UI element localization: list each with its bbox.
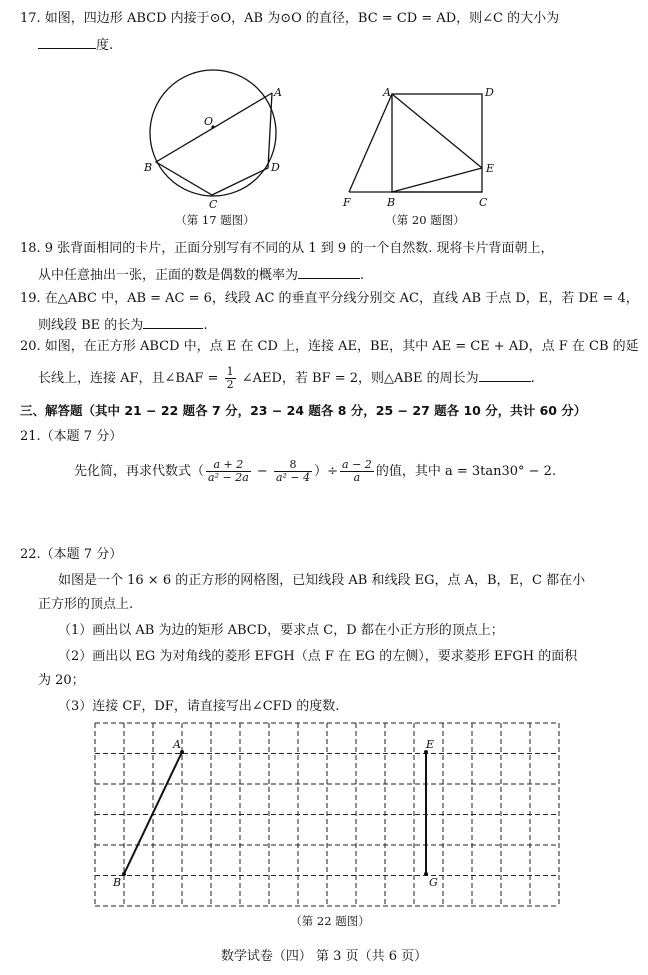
- q18-answer-blank[interactable]: [298, 264, 360, 279]
- label-o: O: [204, 115, 214, 128]
- figure-17: [140, 65, 300, 215]
- q19-text: 则线段 BE 的长为: [38, 318, 144, 333]
- label-b: B: [387, 196, 396, 209]
- figure-20: [335, 82, 515, 210]
- q19-line2: [38, 314, 207, 335]
- q18-text: 从中任意抽出一张，正面的数是偶数的概率为: [38, 268, 299, 283]
- fig20-caption: （第 20 题图）: [385, 213, 465, 227]
- q20-answer-blank[interactable]: [479, 367, 531, 382]
- q20-text-a: 长线上，连接 AF，且∠BAF =: [38, 371, 219, 386]
- fraction-one-half: $\frac{1}{2}$: [226, 365, 234, 391]
- q22-s3: （3）连接 CF，DF，请直接写出∠CFD 的度数.: [58, 699, 340, 714]
- point-b: [122, 872, 126, 876]
- q21-expression: 先化简，再求代数式（ $\frac{a + 2}{\text{a² − 2a}}$ − $\frac{8}{\text{a² − 4}}$ ）÷ $\frac{a - 2}{a}$ 的值，其中 a = 3tan30° − 2.: [74, 458, 557, 484]
- q20-line1: 20. 如图，在正方形 ABCD 中，点 E 在 CD 上，连接 AE，BE，其中 AE = CE + AD，点 F 在 CB 的延: [20, 339, 639, 354]
- q17-line1: 17. 如图，四边形 ABCD 内接于⊙O，AB 为⊙O 的直径，BC = CD = AD，则∠C 的大小为: [20, 11, 560, 26]
- label-d: D: [271, 161, 280, 174]
- label-f: F: [343, 196, 351, 209]
- label-a: A: [173, 738, 181, 751]
- q19-end: .: [203, 318, 208, 333]
- q22-head: 22.（本题 7 分）: [20, 547, 123, 562]
- q22-p2: 正方形的顶点上.: [38, 597, 134, 612]
- label-e: E: [486, 162, 495, 175]
- q22-s2b: 为 20；: [38, 673, 85, 688]
- page-footer: 数学试卷（四） 第 3 页（共 6 页）: [220, 949, 428, 964]
- label-c: C: [209, 198, 218, 211]
- q17-line2: [38, 34, 113, 55]
- label-c: C: [479, 196, 488, 209]
- label-a: A: [383, 86, 391, 99]
- label-g: G: [429, 876, 438, 889]
- q17-answer-blank[interactable]: [38, 34, 96, 49]
- q17-suffix: 度.: [96, 38, 114, 53]
- label-b: B: [113, 876, 122, 889]
- line-ae: [392, 94, 482, 168]
- circle-o: [150, 70, 276, 196]
- fig22-caption: （第 22 题图）: [290, 914, 370, 928]
- fig17-caption: （第 17 题图）: [175, 213, 255, 227]
- q18-line1: 18. 9 张背面相同的卡片，正面分别写有不同的从 1 到 9 的一个自然数. 现将卡片背面朝上，: [20, 241, 554, 256]
- line-be: [392, 168, 482, 192]
- label-a: A: [274, 86, 282, 99]
- line-af: [349, 94, 392, 192]
- label-b: B: [144, 161, 153, 174]
- fraction-1: $\frac{a + 2}{\text{a² − 2a}}$: [208, 458, 249, 484]
- square-abcd: [392, 94, 482, 192]
- figure-22-grid[interactable]: [85, 718, 565, 918]
- q19-line1: 19. 在△ABC 中，AB = AC = 6，线段 AC 的垂直平分线分别交 AC，直线 AB 于点 D，E，若 DE = 4，: [20, 291, 639, 306]
- q22-p1: 如图是一个 16 × 6 的正方形的网格图，已知线段 AB 和线段 EG，点 A，B，E，C 都在小: [58, 573, 586, 588]
- q20-text-b: ∠AED，若 BF = 2，则△ABE 的周长为: [241, 371, 479, 386]
- q20-line2: [38, 366, 535, 391]
- q20-end: .: [530, 371, 535, 386]
- point-g: [424, 872, 428, 876]
- grid-lines: [95, 723, 559, 906]
- q18-line2: [38, 264, 364, 285]
- q21-head: 21.（本题 7 分）: [20, 429, 123, 444]
- label-d: D: [485, 86, 494, 99]
- q18-end: .: [360, 268, 365, 283]
- q19-answer-blank[interactable]: [143, 314, 203, 329]
- q22-s2a: （2）画出以 EG 为对角线的菱形 EFGH（点 F 在 EG 的左侧），要求菱形 EFGH 的面积: [58, 649, 578, 664]
- label-e: E: [426, 738, 435, 751]
- fraction-2: $\frac{8}{\text{a² − 4}}$: [275, 458, 311, 484]
- fraction-3: $\frac{a - 2}{a}$: [342, 458, 372, 484]
- section3-heading: 三、解答题（其中 21 − 22 题各 7 分，23 − 24 题各 8 分，25 − 27 题各 10 分，共计 60 分）: [20, 403, 587, 418]
- q22-s1: （1）画出以 AB 为边的矩形 ABCD，要求点 C，D 都在小正方形的顶点上；: [58, 623, 504, 638]
